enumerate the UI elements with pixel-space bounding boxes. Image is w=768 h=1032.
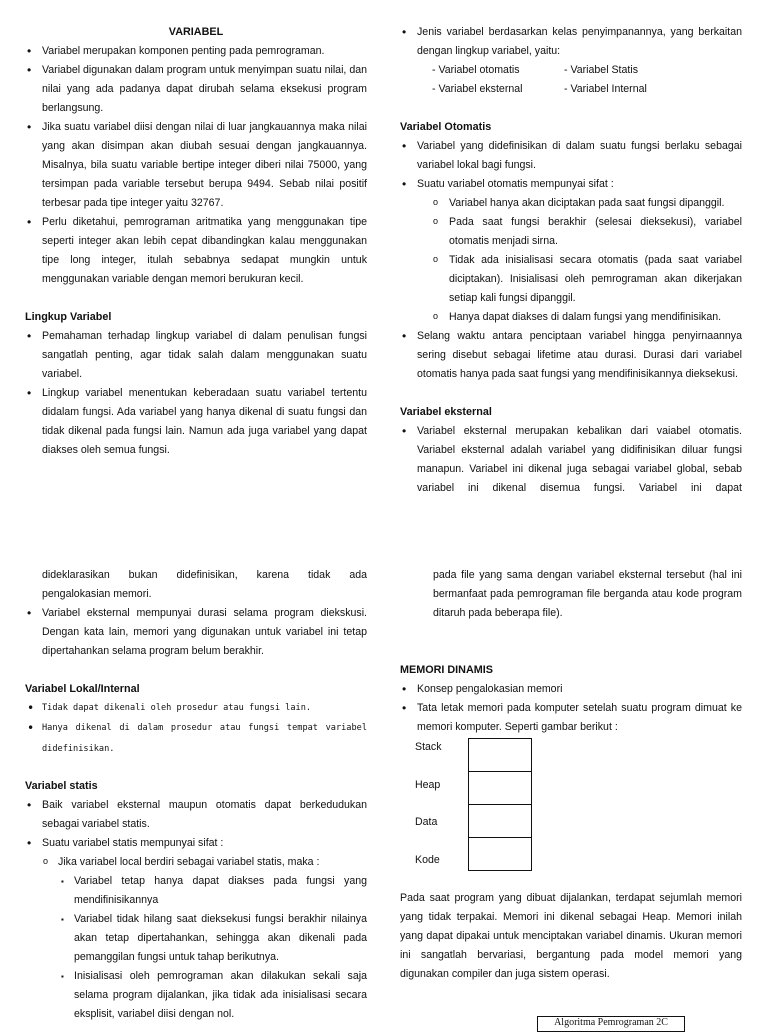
memory-box: [468, 738, 532, 772]
sub-list-item: o Variabel hanya akan diciptakan pada saat fungsi dipanggil.: [400, 194, 742, 213]
list-item: • Variabel merupakan komponen penting pada pemrograman.: [25, 42, 367, 61]
list-item: • Suatu variabel otomatis mempunyai sifat :: [400, 175, 742, 194]
left-bottom-column: [25, 566, 367, 1024]
list-item: • Variabel eksternal mempunyai durasi selama program diekskusi. Dengan kata lain, memori yang digunakan untuk variabel ini tetap dipertahankan selama program belum berakhir.: [25, 604, 367, 661]
heap-paragraph: Pada saat program yang dibuat dijalankan, terdapat sejumlah memori yang tidak terpakai. Memori ini dikenal sebagai Heap. Memori inilah yang dapat dipakai untuk menciptakan variabel dinamis. Ukuran memori ini sangatlah bervariasi, bergantung pada model memori yang digunakan compiler dan juga sistem operasi.: [400, 892, 742, 980]
footer-label: Algoritma Pemrograman 2C: [537, 1016, 685, 1032]
list-item: • Tata letak memori pada komputer setelah suatu program dimuat ke memori komputer. Seperti gambar berikut :: [400, 699, 742, 737]
kind-item: - Variabel Internal: [564, 83, 647, 95]
sub-sub-list-item: ▪ Inisialisasi oleh pemrograman akan dilakukan sekali saja selama program dijalankan, jika tidak ada inisialisasi secara eksplisit, variabel diisi dengan nol.: [25, 967, 367, 1024]
kind-item: - Variabel eksternal: [432, 83, 523, 95]
memory-label: Stack: [415, 741, 442, 753]
list-item: • Hanya dikenal di dalam prosedur atau fungsi tempat variabel didefinisikan.: [25, 718, 367, 760]
section-heading-statis: Variabel statis: [25, 780, 98, 792]
memory-segment-stack: [400, 738, 520, 772]
kind-item: - Variabel Statis: [564, 64, 638, 76]
list-item: • Variabel digunakan dalam program untuk menyimpan suatu nilai, dan nilai yang ada padanya dapat dirubah selama eksekusi program berlangsung.: [25, 61, 367, 118]
list-item: • Selang waktu antara penciptaan variabel hingga penyirnaannya sering disebut sebagai lifetime atau durasi. Durasi dari variabel otomatis hanya pada saat fungsi yang mendifinisikannya dieksekusi.: [400, 327, 742, 384]
page-title: VARIABEL: [168, 26, 224, 38]
list-item: • Lingkup variabel menentukan keberadaan suatu variabel tertentu didalam fungsi. Ada variabel yang hanya dikenal di suatu fungsi dan tidak dikenal pada fungsi lain. Namun ada juga variabel yang dapat diakses oleh semua fungsi.: [25, 384, 367, 460]
list-item: • Jika suatu variabel diisi dengan nilai di luar jangkauannya maka nilai yang akan disimpan akan diubah sesuai dengan jangkauannya. Misalnya, bila suatu variable bertipe integer diberi nilai 75000, yang tersimpan pada variable tersebut berupa 9494. Sebab nilai positif terbesar pada tipe integer yaitu 32767.: [25, 118, 367, 213]
right-top-column: [400, 23, 742, 498]
list-item: • Pemahaman terhadap lingkup variabel di dalam penulisan fungsi sangatlah penting, agar tidak salah dalam menggunakan suatu variabel.: [25, 327, 367, 384]
list-item: • Suatu variabel statis mempunyai sifat :: [25, 834, 367, 853]
list-item: • Jenis variabel berdasarkan kelas penyimpanannya, yang berkaitan dengan lingkup variabel, yaitu:: [400, 23, 742, 61]
sub-list-item: o Jika variabel local berdiri sebagai variabel statis, maka :: [25, 853, 367, 872]
memory-segment-heap: [400, 771, 520, 805]
memory-box: [468, 771, 532, 805]
section-heading-otomatis: Variabel Otomatis: [400, 121, 492, 133]
list-item: • Variabel eksternal merupakan kebalikan dari vaiabel otomatis. Variabel eksternal adalah variabel yang didifinisikan diluar fungsi manapun. Variabel ini dikenal juga sebagai variabel global, sebab variabel ini dikenal disemua fungsi. Variabel ini dapat: [400, 422, 742, 498]
left-top-column: [25, 23, 367, 460]
list-item: • Konsep pengalokasian memori: [400, 680, 742, 699]
list-item: • Tidak dapat dikenali oleh prosedur atau fungsi lain.: [25, 699, 367, 718]
sub-list-item: o Hanya dapat diakses di dalam fungsi yang mendifinisikan.: [400, 308, 742, 327]
continued-text: pada file yang sama dengan variabel eksternal tersebut (hal ini bermanfaat pada pemrograman file berganda atau kode program ditaruh pada beberapa file).: [433, 569, 742, 619]
kind-item: - Variabel otomatis: [432, 64, 520, 76]
memory-label: Data: [415, 816, 438, 828]
memory-label: Heap: [415, 779, 441, 791]
list-item: • Baik variabel eksternal maupun otomatis dapat berkedudukan sebagai variabel statis.: [25, 796, 367, 834]
memory-segment-data: [400, 804, 520, 838]
sub-sub-list-item: ▪ Variabel tetap hanya dapat diakses pada fungsi yang mendifinisikannya: [25, 872, 367, 910]
continued-text: dideklarasikan bukan didefinisikan, karena tidak ada: [42, 569, 367, 581]
right-bottom-column: [400, 566, 742, 737]
section-heading-lingkup: Lingkup Variabel: [25, 311, 112, 323]
section-heading-lokal: Variabel Lokal/Internal: [25, 683, 140, 695]
memory-box: [468, 804, 532, 838]
list-item: • Variabel yang didefinisikan di dalam suatu fungsi berlaku sebagai variabel lokal bagi fungsi.: [400, 137, 742, 175]
list-item: • Perlu diketahui, pemrograman aritmatika yang menggunakan tipe seperti integer akan lebih cepat dibandingkan kalau menggunakan tipe long integer, itulah sebabnya sedapat mungkin untuk menggunakan variable dengan memori berukuran kecil.: [25, 213, 367, 289]
sub-list-item: o Pada saat fungsi berakhir (selesai dieksekusi), variabel otomatis menjadi sirna.: [400, 213, 742, 251]
sub-sub-list-item: ▪ Variabel tidak hilang saat dieksekusi fungsi berakhir nilainya akan tetap dipertahankan, sehingga akan dikenali pada pemanggilan fungsi untuk tahap berikutnya.: [25, 910, 367, 967]
continued-text: pengalokasian memori.: [42, 588, 152, 600]
memory-segment-kode: [400, 837, 520, 871]
memory-box: [468, 837, 532, 871]
variable-kinds: [400, 61, 742, 99]
sub-list-item: o Tidak ada inisialisasi secara otomatis (pada saat variabel diciptakan). Inisialisasi oleh pemrograman akan dikerjakan setiap kali fungsi dipanggil.: [400, 251, 742, 308]
section-heading-eksternal: Variabel eksternal: [400, 406, 492, 418]
memory-label: Kode: [415, 854, 440, 866]
section-heading-memori: MEMORI DINAMIS: [400, 664, 493, 676]
